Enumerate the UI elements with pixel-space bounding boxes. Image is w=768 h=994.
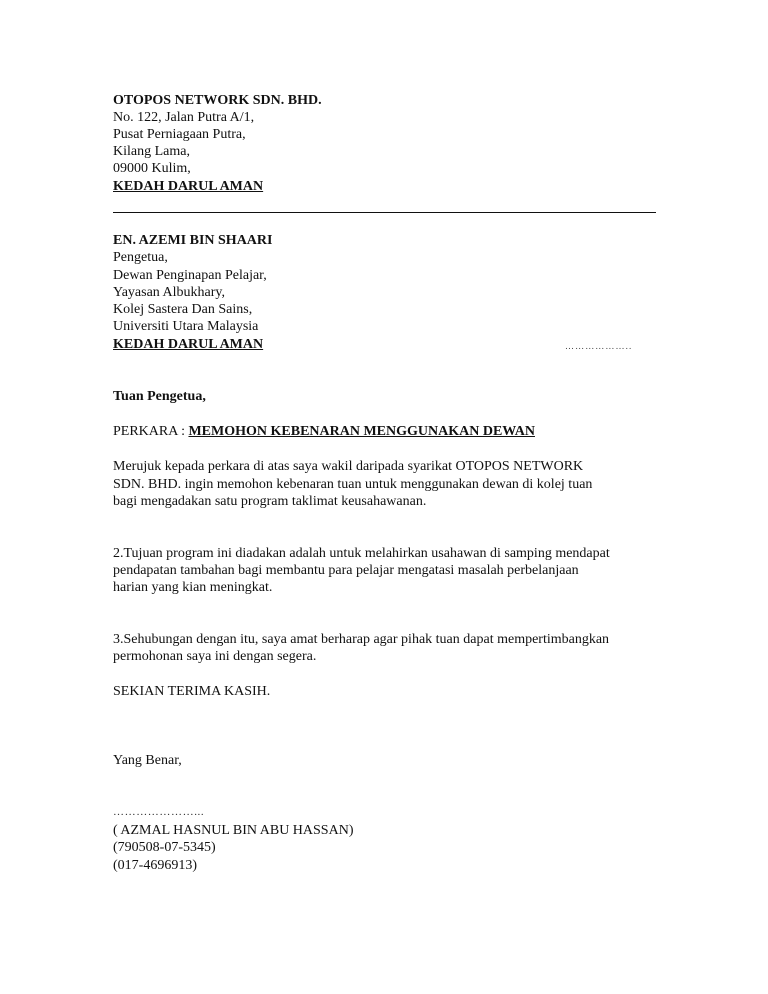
subject-label: PERKARA : — [113, 424, 185, 439]
date-placeholder: ……………….. — [565, 341, 633, 351]
body-paragraph-2-line: pendapatan tambahan bagi membantu para pelajar mengatasi masalah perbelanjaan — [113, 563, 579, 578]
sender-company: OTOPOS NETWORK SDN. BHD. — [113, 93, 322, 108]
closing-yours: Yang Benar, — [113, 753, 182, 768]
salutation: Tuan Pengetua, — [113, 389, 206, 404]
subject-line — [113, 423, 535, 440]
sender-address-line: Pusat Perniagaan Putra, — [113, 127, 246, 142]
body-paragraph-1-line: bagi mengadakan satu program taklimat keusahawanan. — [113, 494, 427, 509]
body-paragraph-1-line: SDN. BHD. ingin memohon kebenaran tuan untuk menggunakan dewan di kolej tuan — [113, 477, 593, 492]
sender-state: KEDAH DARUL AMAN — [113, 179, 264, 194]
signer-phone: (017-4696913) — [113, 858, 197, 873]
sender-address-line: Kilang Lama, — [113, 144, 190, 159]
recipient-address-line: Dewan Penginapan Pelajar, — [113, 268, 267, 283]
recipient-name: EN. AZEMI BIN SHAARI — [113, 233, 273, 248]
sender-address-line: 09000 Kulim, — [113, 161, 191, 176]
sender-address-line: No. 122, Jalan Putra A/1, — [113, 110, 255, 125]
body-paragraph-1-line: Merujuk kepada perkara di atas saya wakil daripada syarikat OTOPOS NETWORK — [113, 459, 584, 474]
header-divider — [113, 212, 656, 213]
body-paragraph-3-line: 3.Sehubungan dengan itu, saya amat berharap agar pihak tuan dapat mempertimbangkan — [113, 632, 610, 647]
closing-thanks: SEKIAN TERIMA KASIH. — [113, 684, 271, 699]
subject-text: MEMOHON KEBENARAN MENGGUNAKAN DEWAN — [188, 424, 535, 439]
body-paragraph-2-line: harian yang kian meningkat. — [113, 580, 273, 595]
recipient-state: KEDAH DARUL AMAN — [113, 337, 264, 352]
body-paragraph-3-line: permohonan saya ini dengan segera. — [113, 649, 317, 664]
recipient-address-line: Universiti Utara Malaysia — [113, 319, 259, 334]
recipient-address-line: Pengetua, — [113, 250, 168, 265]
signer-ic-number: (790508-07-5345) — [113, 840, 216, 855]
signer-name: ( AZMAL HASNUL BIN ABU HASSAN) — [113, 823, 354, 838]
signature-line: …………………... — [113, 806, 205, 818]
recipient-address-line: Yayasan Albukhary, — [113, 285, 225, 300]
recipient-address-line: Kolej Sastera Dan Sains, — [113, 302, 253, 317]
body-paragraph-2-line: 2.Tujuan program ini diadakan adalah untuk melahirkan usahawan di samping mendapat — [113, 546, 610, 561]
